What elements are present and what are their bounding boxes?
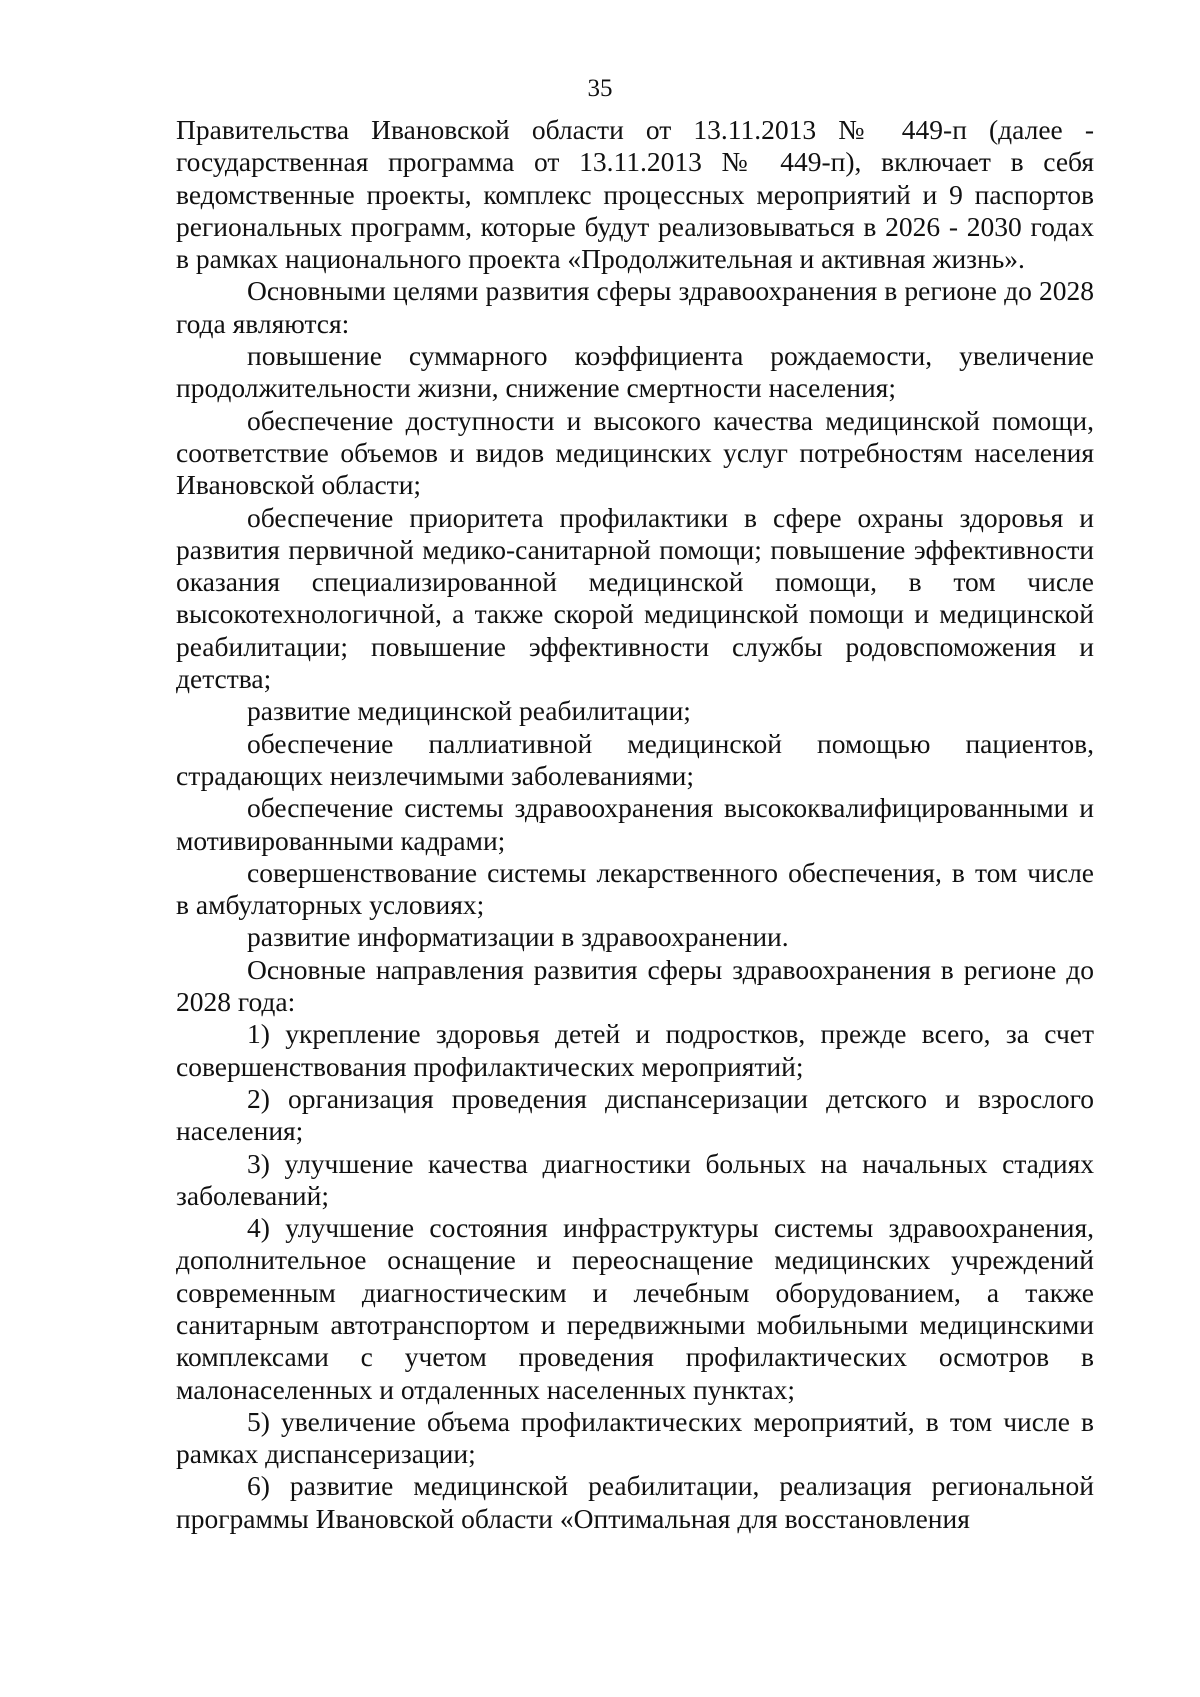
paragraph-goal-staff: обеспечение системы здравоохранения высококвалифицированными и мотивированными кадрами; (176, 792, 1094, 856)
list-item-6: 6) развитие медицинской реабилитации, реализация региональной программы Ивановской области «Оптимальная для восстановления (176, 1470, 1094, 1534)
list-item-1: 1) укрепление здоровья детей и подростков, прежде всего, за счет совершенствования профилактических мероприятий; (176, 1018, 1094, 1082)
paragraph-directions-intro: Основные направления развития сферы здравоохранения в регионе до 2028 года: (176, 953, 1094, 1018)
paragraph-goal-accessibility: обеспечение доступности и высокого качества медицинской помощи, соответствие объемов и видов медицинских услуг потребностям населения Ивановской области; (176, 404, 1094, 501)
paragraph-goal-drug-supply: совершенствование системы лекарственного обеспечения, в том числе в амбулаторных условиях; (176, 856, 1094, 921)
paragraph-goal-informatization: развитие информатизации в здравоохранении. (247, 921, 789, 953)
page-number: 35 (587, 75, 613, 102)
list-item-2: 2) организация проведения диспансеризации детского и взрослого населения; (176, 1082, 1094, 1147)
paragraph-goal-rehabilitation: развитие медицинской реабилитации; (247, 695, 691, 727)
paragraph-continuation: Правительства Ивановской области от 13.11.2013 № 449-п (далее - государственная программа от 13.11.2013 № 449-п), включает в себя ведомственные проекты, комплекс процессных мероприятий и 9 паспортов региональных программ, которые будут реализовываться в 2026 - 2030 годах в рамках национального проекта «Продолжительная и активная жизнь». (176, 114, 1094, 275)
paragraph-goal-birth-rate: повышение суммарного коэффициента рождаемости, увеличение продолжительности жизни, снижение смертности населения; (176, 340, 1094, 404)
paragraph-goal-palliative: обеспечение паллиативной медицинской помощью пациентов, страдающих неизлечимыми заболеваниями; (176, 727, 1094, 791)
paragraph-goals-intro: Основными целями развития сферы здравоохранения в регионе до 2028 года являются: (176, 275, 1094, 339)
paragraph-goal-prevention: обеспечение приоритета профилактики в сфере охраны здоровья и развития первичной медико-санитарной помощи; повышение эффективности оказания специализированной медицинской помощи, в том числе высокотехнологичной, а также скорой медицинской помощи и медицинской реабилитации; повышение эффективности службы родовспоможения и детства; (176, 501, 1094, 695)
document-body (176, 114, 1094, 1535)
list-item-4: 4) улучшение состояния инфраструктуры системы здравоохранения, дополнительное оснащение и переоснащение медицинских учреждений современным диагностическим и лечебным оборудованием, а также санитарным автотранспортом и передвижными мобильными медицинскими комплексами с учетом проведения профилактических осмотров в малонаселенных и отдаленных населенных пунктах; (176, 1212, 1094, 1405)
list-item-5: 5) увеличение объема профилактических мероприятий, в том числе в рамках диспансеризации; (176, 1405, 1094, 1470)
list-item-3: 3) улучшение качества диагностики больных на начальных стадиях заболеваний; (176, 1147, 1094, 1211)
